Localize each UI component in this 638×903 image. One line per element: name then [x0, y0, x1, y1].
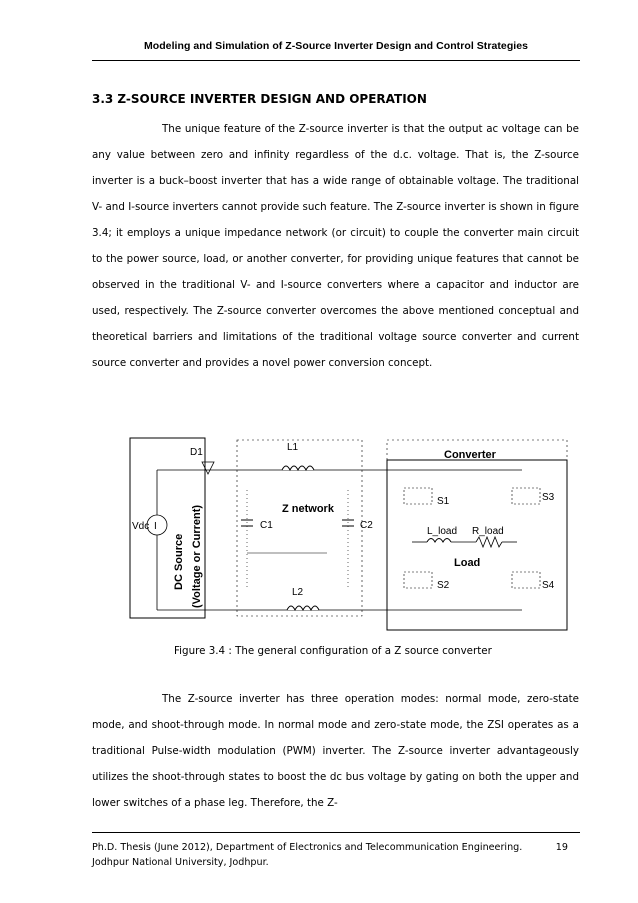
page-number: 19: [555, 842, 568, 853]
source-symbol-mark: I: [154, 521, 157, 532]
label-z-network: Z network: [282, 503, 334, 515]
label-c1: C1: [260, 520, 273, 531]
load-resistor-symbol: [476, 537, 502, 547]
load-inductor-symbol: [427, 539, 451, 543]
footer-line-2: Jodhpur National University, Jodhpur.: [92, 857, 269, 868]
label-d1: D1: [190, 447, 203, 458]
label-l2: L2: [292, 587, 304, 598]
switch-s3-symbol: [512, 488, 540, 504]
label-c2: C2: [360, 520, 373, 531]
running-header: Modeling and Simulation of Z-Source Inverter Design and Control Strategies: [143, 40, 529, 52]
label-l1: L1: [287, 442, 299, 453]
paragraph-2-text: The Z-source inverter has three operation modes: normal mode, zero-state mode, and shoot-through mode. In normal mode and zero-state mode, the ZSI operates as a traditional Pulse-width modulation (PWM) inverter. The Z-source inverter advantageously utilizes the shoot-through states to boost the dc bus voltage by gating on both the upper and lower switches of a phase leg. Therefore, the Z-: [92, 693, 579, 809]
z-source-circuit-figure: [92, 420, 579, 635]
switch-s1-symbol: [404, 488, 432, 504]
label-r-load: R_load: [472, 526, 504, 537]
switch-s2-symbol: [404, 572, 432, 588]
label-s4: S4: [542, 580, 555, 591]
diode-d1-symbol: [202, 462, 214, 474]
header-rule: [92, 60, 580, 61]
converter-box: [387, 460, 567, 630]
section-heading: 3.3 Z-SOURCE INVERTER DESIGN AND OPERATION: [92, 92, 427, 106]
label-l-load: L_load: [427, 526, 458, 537]
switch-s4-symbol: [512, 572, 540, 588]
label-s1: S1: [437, 496, 450, 507]
paragraph-1-text: The unique feature of the Z-source inverter is that the output ac voltage can be any value between zero and infinity regardless of the d.c. voltage. That is, the Z-source inverter is a buck–boost inverter that has a wide range of obtainable voltage. The traditional V- and I-source inverters cannot provide such feature. The Z-source inverter is shown in figure 3.4; it employs a unique impedance network (or circuit) to couple the converter main circuit to the power source, load, or another converter, for providing unique features that cannot be observed in the traditional V- and I-source converters where a capacitor and inductor are used, respectively. The Z-source converter overcomes the above mentioned conceptual and theoretical barriers and limitations of the traditional voltage source converter and current source converter and provides a novel power conversion concept.: [92, 123, 579, 369]
figure-caption: Figure 3.4 : The general configuration of a Z source converter: [174, 645, 492, 657]
paragraph-1: [92, 116, 579, 376]
footer-rule: [92, 832, 580, 833]
label-load: Load: [454, 557, 481, 569]
source-symbol: [147, 515, 167, 535]
paragraph-2: [92, 686, 579, 816]
inductor-l2-symbol: [287, 606, 319, 610]
label-s3: S3: [542, 492, 555, 503]
circuit-diagram: [92, 420, 579, 635]
label-vdc: Vdc: [132, 521, 150, 532]
page-footer: [92, 840, 580, 870]
label-converter: Converter: [444, 449, 496, 461]
label-dc-source: DC Source: [173, 533, 185, 590]
footer-line-1: Ph.D. Thesis (June 2012), Department of Electronics and Telecommunication Engineering.: [92, 842, 523, 853]
label-s2: S2: [437, 580, 450, 591]
inductor-l1-symbol: [282, 466, 314, 470]
label-dc-source-type: (Voltage or Current): [191, 504, 203, 608]
